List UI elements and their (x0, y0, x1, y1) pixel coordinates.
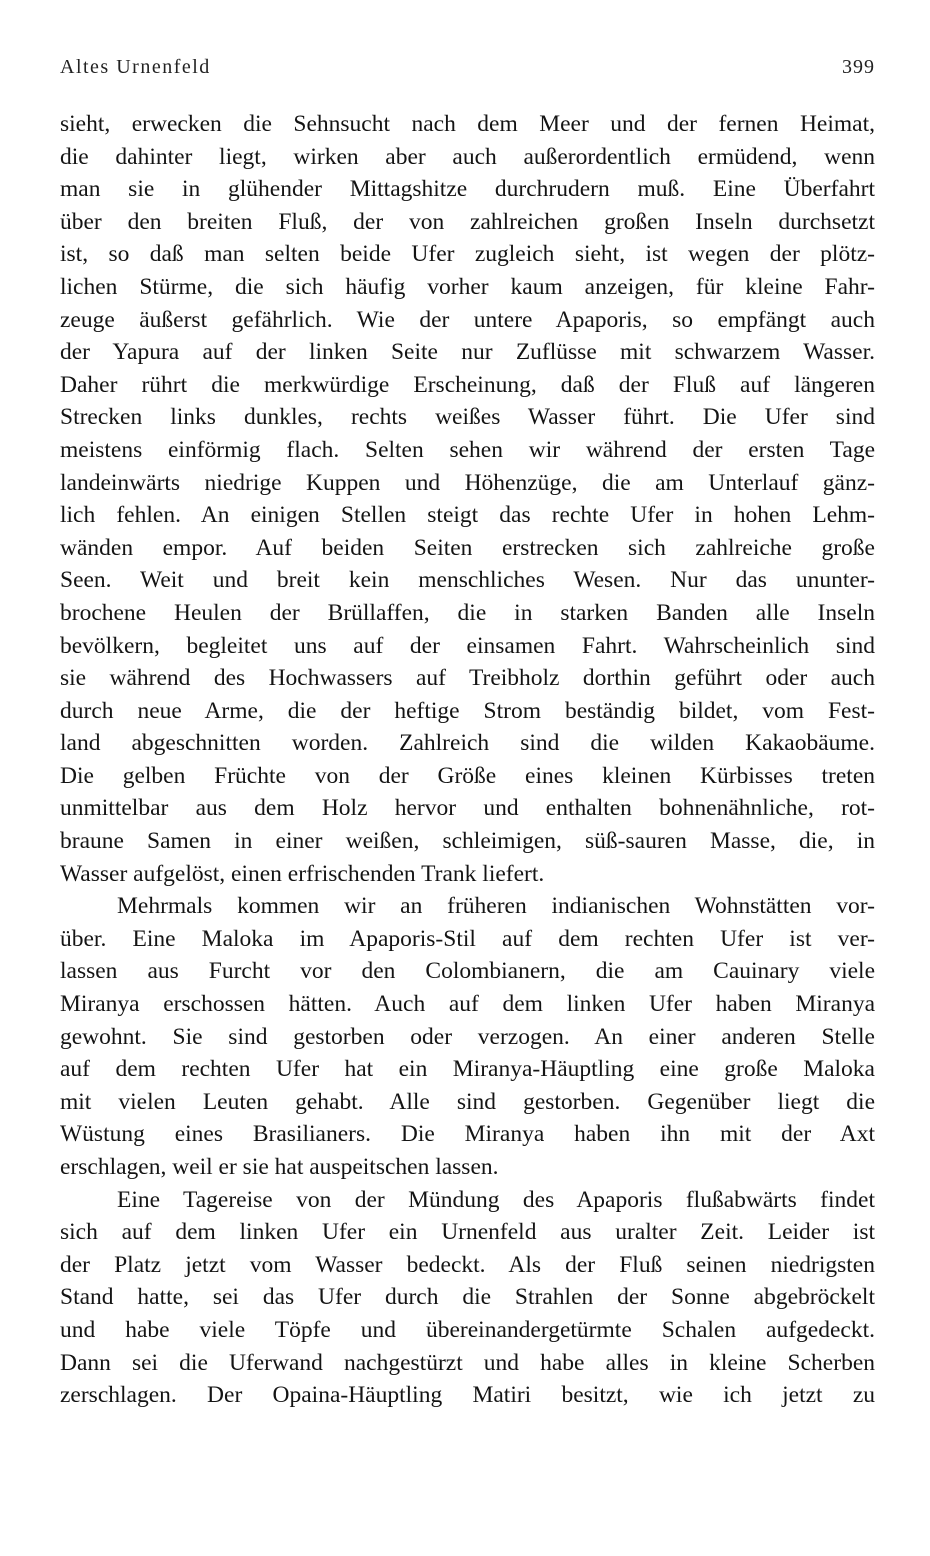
text-line: über den breiten Fluß, der von zahlreichen großen Inseln durchsetzt (60, 208, 875, 235)
text-line: der Platz jetzt vom Wasser bedeckt. Als der Fluß seinen niedrigsten (60, 1251, 875, 1278)
text-line: lichen Stürme, die sich häufig vorher kaum anzeigen, für kleine Fahr- (60, 273, 875, 300)
text-line: Die gelben Früchte von der Größe eines kleinen Kürbisses treten (60, 762, 875, 789)
body-text (60, 108, 875, 1412)
text-line: wänden empor. Auf beiden Seiten erstrecken sich zahlreiche große (60, 534, 875, 561)
text-line: sich auf dem linken Ufer ein Urnenfeld aus uralter Zeit. Leider ist (60, 1219, 875, 1246)
paragraph-start-line: Eine Tagereise von der Mündung des Apaporis flußabwärts findet (117, 1186, 875, 1213)
text-line: bevölkern, begleitet uns auf der einsamen Fahrt. Wahrscheinlich sind (60, 632, 875, 659)
text-line: meistens einförmig flach. Selten sehen wir während der ersten Tage (60, 436, 875, 463)
text-line: ist, so daß man selten beide Ufer zugleich sieht, ist wegen der plötz- (60, 241, 875, 268)
text-line: und habe viele Töpfe und übereinandergetürmte Schalen aufgedeckt. (60, 1316, 875, 1343)
text-line: der Yapura auf der linken Seite nur Zuflüsse mit schwarzem Wasser. (60, 339, 875, 366)
paragraph-end-line: Wasser aufgelöst, einen erfrischenden Trank liefert. (60, 860, 545, 887)
text-line: Miranya erschossen hätten. Auch auf dem linken Ufer haben Miranya (60, 991, 875, 1018)
text-line: durch neue Arme, die der heftige Strom beständig bildet, vom Fest- (60, 697, 875, 724)
paragraph-start-line: Mehrmals kommen wir an früheren indianischen Wohnstätten vor- (117, 893, 875, 920)
text-line: sie während des Hochwassers auf Treibholz dorthin geführt oder auch (60, 665, 875, 692)
text-line: zeuge äußerst gefährlich. Wie der untere Apaporis, so empfängt auch (60, 306, 875, 333)
text-line: gewohnt. Sie sind gestorben oder verzogen. An einer anderen Stelle (60, 1023, 875, 1050)
text-line: unmittelbar aus dem Holz hervor und enthalten bohnenähnliche, rot- (60, 795, 875, 822)
text-line: Daher rührt die merkwürdige Erscheinung, daß der Fluß auf längeren (60, 371, 875, 398)
text-line: Strecken links dunkles, rechts weißes Wasser führt. Die Ufer sind (60, 404, 875, 431)
text-line: braune Samen in einer weißen, schleimigen, süß-sauren Masse, die, in (60, 828, 875, 855)
text-line: lich fehlen. An einigen Stellen steigt das rechte Ufer in hohen Lehm- (60, 502, 875, 529)
running-head (60, 56, 875, 86)
text-line: die dahinter liegt, wirken aber auch außerordentlich ermüdend, wenn (60, 143, 875, 170)
text-line: lassen aus Furcht vor den Colombianern, die am Cauinary viele (60, 958, 875, 985)
text-line: Wüstung eines Brasilianers. Die Miranya haben ihn mit der Axt (60, 1121, 875, 1148)
text-line: mit vielen Leuten gehabt. Alle sind gestorben. Gegenüber liegt die (60, 1088, 875, 1115)
text-line: sieht, erwecken die Sehnsucht nach dem Meer und der fernen Heimat, (60, 111, 875, 137)
text-line: landeinwärts niedrige Kuppen und Höhenzüge, die am Unterlauf gänz- (60, 469, 875, 496)
text-line: über. Eine Maloka im Apaporis-Stil auf dem rechten Ufer ist ver- (60, 925, 875, 952)
book-page (60, 0, 875, 1556)
text-line: land abgeschnitten worden. Zahlreich sind die wilden Kakaobäume. (60, 730, 875, 757)
paragraph-end-line: erschlagen, weil er sie hat auspeitschen lassen. (60, 1154, 499, 1180)
text-line: Dann sei die Uferwand nachgestürzt und habe alles in kleine Scherben (60, 1349, 875, 1376)
text-line: Stand hatte, sei das Ufer durch die Strahlen der Sonne abgebröckelt (60, 1284, 875, 1311)
text-line: man sie in glühender Mittagshitze durchrudern muß. Eine Überfahrt (60, 176, 875, 203)
text-line: brochene Heulen der Brüllaffen, die in starken Banden alle Inseln (60, 599, 875, 626)
text-line: zerschlagen. Der Opaina-Häuptling Matiri besitzt, wie ich jetzt zu (60, 1382, 875, 1409)
text-line: auf dem rechten Ufer hat ein Miranya-Häuptling eine große Maloka (60, 1056, 875, 1083)
page-number: 399 (842, 56, 875, 78)
running-title: Altes Urnenfeld (60, 56, 211, 78)
text-line: Seen. Weit und breit kein menschliches Wesen. Nur das ununter- (60, 567, 875, 594)
